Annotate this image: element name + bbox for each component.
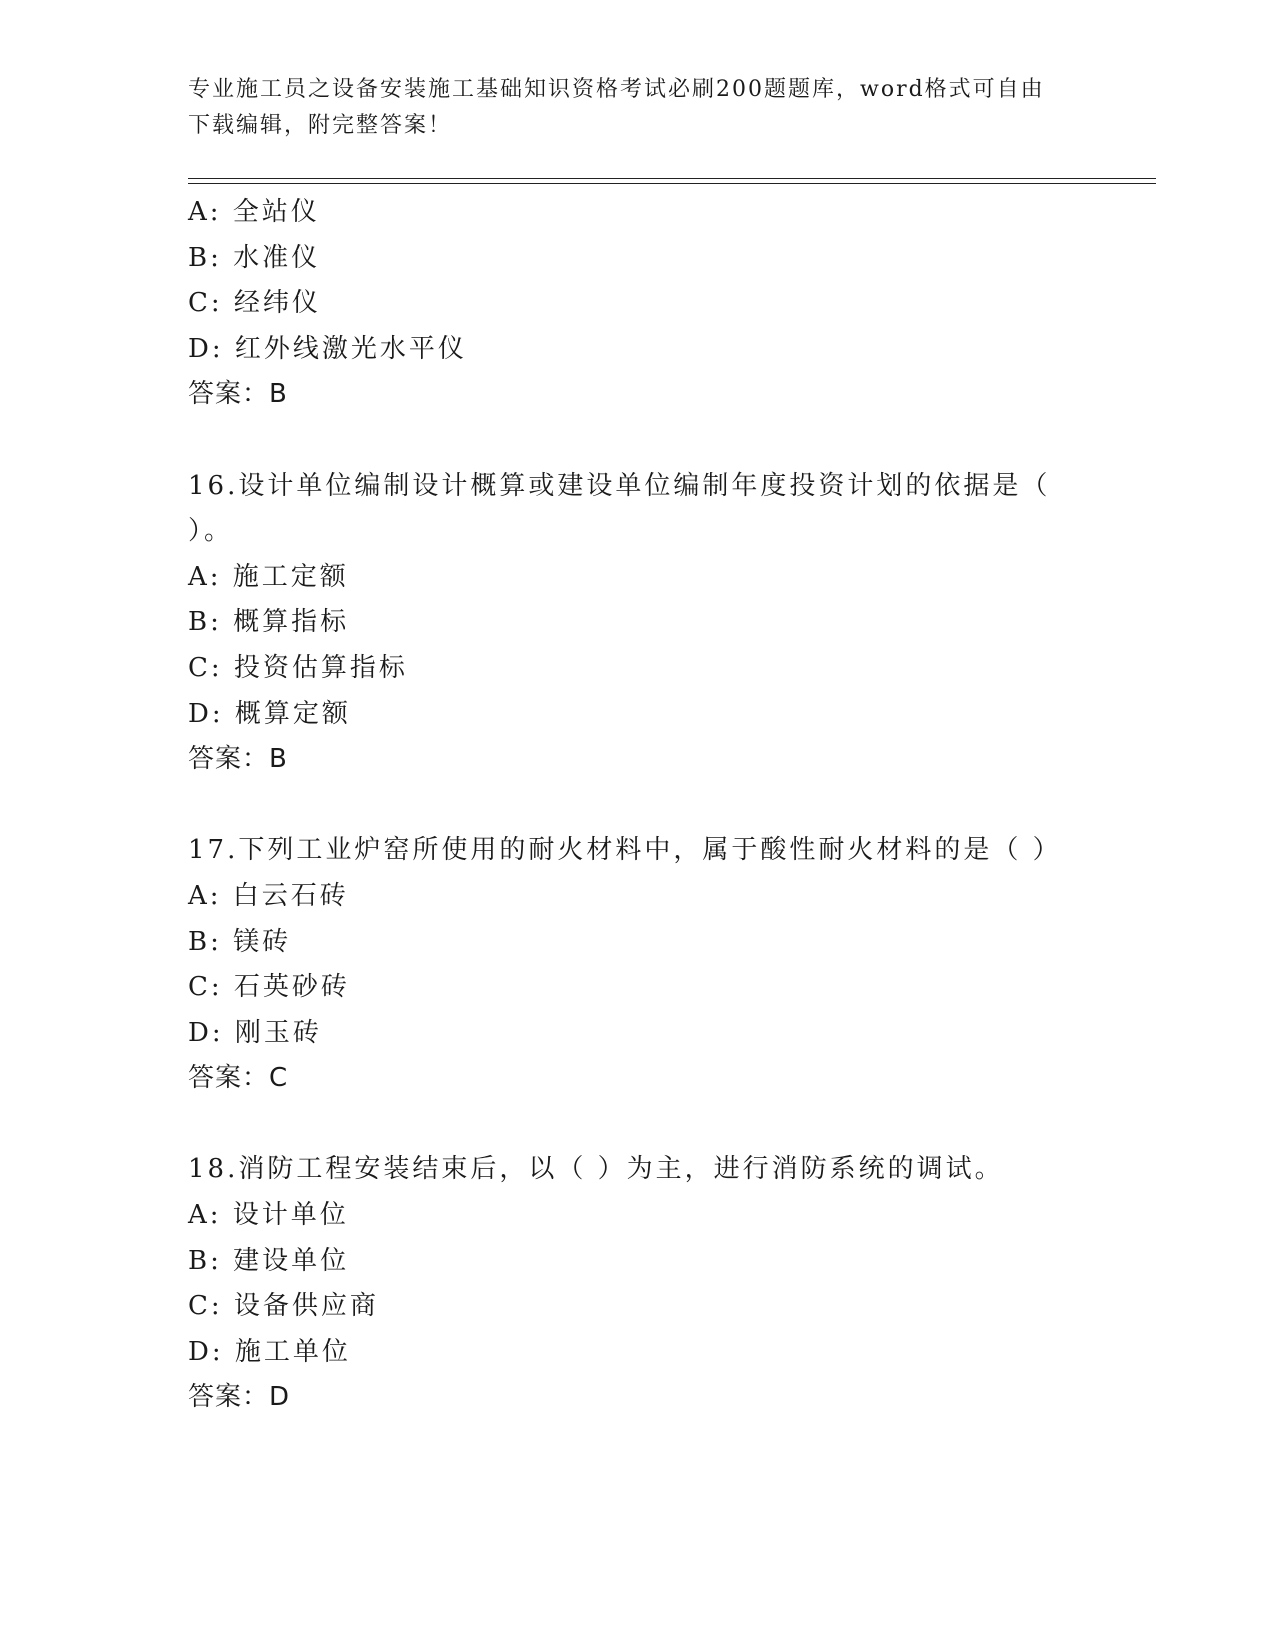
question-text-line-2: ）。: [188, 516, 234, 547]
question-text-line-1: 17.下列工业炉窑所使用的耐火材料中，属于酸性耐火材料的是（ ）: [188, 835, 1062, 866]
header-text-line-1: 专业施工员之设备安装施工基础知识资格考试必刷200题题库，word格式可自由: [188, 77, 1045, 102]
question-text-line-1: 18.消防工程安装结束后，以（ ）为主，进行消防系统的调试。: [188, 1154, 1004, 1185]
question-block-16: [188, 464, 1108, 783]
answer-line: 答案：B: [188, 744, 288, 775]
option-d: D: 红外线激光水平仪: [188, 333, 467, 364]
question-text-line-1: 16.设计单位编制设计概算或建设单位编制年度投资计划的依据是（: [188, 470, 1051, 501]
block-spacer: [188, 783, 1108, 829]
option-c: C: 经纬仪: [188, 288, 321, 319]
option-d: D: 概算定额: [188, 698, 351, 729]
block-spacer: [188, 418, 1108, 464]
answer-line: 答案：B: [188, 379, 288, 410]
option-a: A: 白云石砖: [188, 880, 349, 911]
option-c: C: 设备供应商: [188, 1291, 379, 1322]
answer-line: 答案：C: [188, 1063, 289, 1094]
header-text-line-2: 下载编辑，附完整答案！: [188, 113, 453, 138]
option-b: B: 建设单位: [188, 1245, 350, 1276]
option-d: D: 施工单位: [188, 1336, 351, 1367]
question-block-15: [188, 190, 1108, 418]
question-list: [188, 190, 1108, 1421]
option-a: A: 全站仪: [188, 197, 320, 227]
option-c: C: 投资估算指标: [188, 652, 408, 683]
document-header: [188, 72, 1088, 144]
option-c: C: 石英砂砖: [188, 972, 350, 1003]
option-d: D: 刚玉砖: [188, 1017, 322, 1048]
header-divider-top: [188, 178, 1156, 179]
answer-line: 答案：D: [188, 1382, 291, 1413]
option-b: B: 水准仪: [188, 242, 321, 273]
block-spacer: [188, 1102, 1108, 1148]
option-b: B: 镁砖: [188, 926, 292, 957]
question-block-18: [188, 1147, 1108, 1421]
question-block-17: [188, 828, 1108, 1102]
option-a: A: 设计单位: [188, 1200, 349, 1231]
option-b: B: 概算指标: [188, 607, 350, 638]
header-divider-bottom: [188, 183, 1156, 184]
option-a: A: 施工定额: [188, 561, 349, 592]
